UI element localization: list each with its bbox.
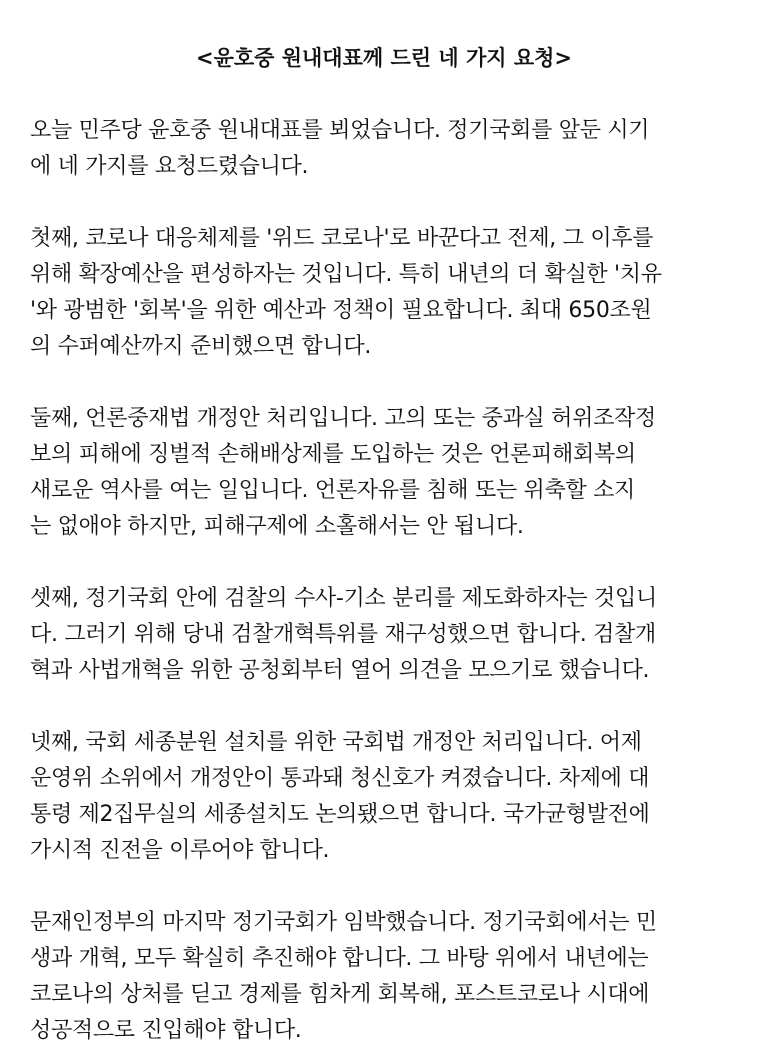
paragraph-fourth-request	[30, 725, 738, 869]
text-line: 넷째, 국회 세종분원 설치를 위한 국회법 개정안 처리입니다. 어제	[30, 730, 642, 755]
text-line: 가시적 진전을 이루어야 합니다.	[30, 838, 330, 863]
paragraph-second-request	[30, 401, 738, 545]
text-line: 생과 개혁, 모두 확실히 추진해야 합니다. 그 바탕 위에서 내년에는	[30, 946, 649, 971]
text-line: 통령 제2집무실의 세종설치도 논의됐으면 합니다. 국가균형발전에	[30, 802, 650, 827]
text-line: 코로나의 상처를 딛고 경제를 힘차게 회복해, 포스트코로나 시대에	[30, 982, 650, 1007]
text-line: 오늘 민주당 윤호중 원내대표를 뵈었습니다. 정기국회를 앞둔 시기	[30, 118, 650, 143]
paragraph-intro	[30, 113, 738, 185]
text-line: 의 수퍼예산까지 준비했으면 합니다.	[30, 334, 372, 359]
document-title: <윤호중 원내대표께 드린 네 가지 요청>	[195, 46, 573, 70]
text-line: 문재인정부의 마지막 정기국회가 임박했습니다. 정기국회에서는 민	[30, 910, 657, 935]
text-line: 는 없애야 하지만, 피해구제에 소홀해서는 안 됩니다.	[30, 514, 524, 539]
text-line: 첫째, 코로나 대응체제를 '위드 코로나'로 바꾼다고 전제, 그 이후를	[30, 226, 654, 251]
text-line: 운영위 소위에서 개정안이 통과돼 청신호가 켜졌습니다. 차제에 대	[30, 766, 650, 791]
paragraph-third-request	[30, 581, 738, 689]
text-line: 보의 피해에 징벌적 손해배상제를 도입하는 것은 언론피해회복의	[30, 442, 636, 467]
paragraph-conclusion	[30, 905, 738, 1049]
text-line: 셋째, 정기국회 안에 검찰의 수사-기소 분리를 제도화하자는 것입니	[30, 586, 657, 611]
paragraph-first-request	[30, 221, 738, 365]
text-line: '와 광범한 '회복'을 위한 예산과 정책이 필요합니다. 최대 650조원	[30, 298, 652, 323]
text-line: 다. 그러기 위해 당내 검찰개혁특위를 재구성했으면 합니다. 검찰개	[30, 622, 656, 647]
text-line: 새로운 역사를 여는 일입니다. 언론자유를 침해 또는 위축할 소지	[30, 478, 635, 503]
text-line: 위해 확장예산을 편성하자는 것입니다. 특히 내년의 더 확실한 '치유	[30, 262, 662, 287]
text-line: 성공적으로 진입해야 합니다.	[30, 1018, 302, 1043]
text-line: 에 네 가지를 요청드렸습니다.	[30, 154, 309, 179]
text-line: 둘째, 언론중재법 개정안 처리입니다. 고의 또는 중과실 허위조작정	[30, 406, 656, 431]
text-line: 혁과 사법개혁을 위한 공청회부터 열어 의견을 모으기로 했습니다.	[30, 658, 650, 683]
